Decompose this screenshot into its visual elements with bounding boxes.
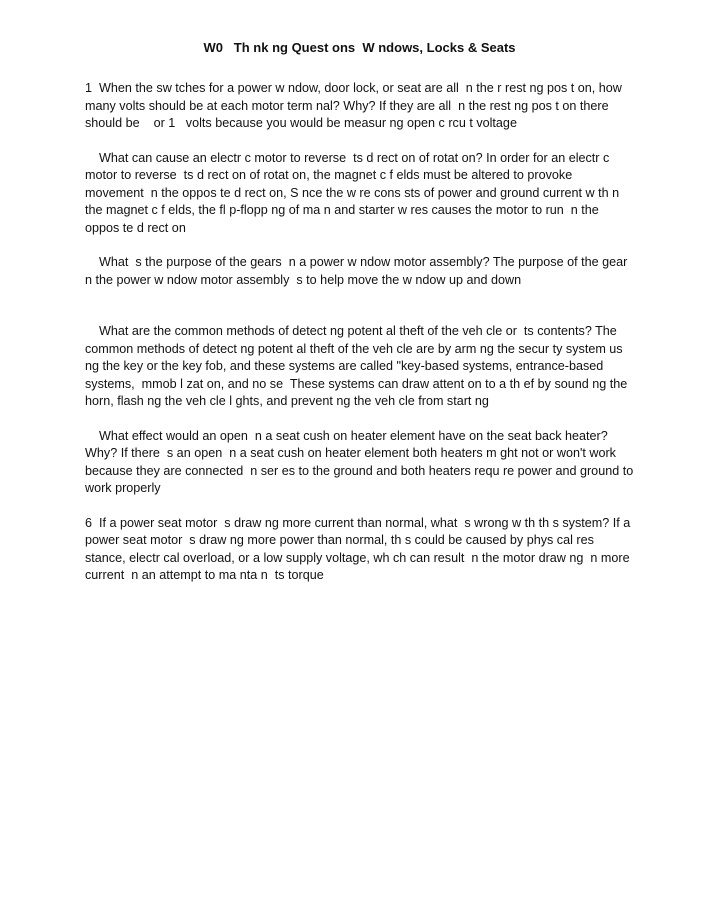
paragraph-spacer — [85, 133, 634, 150]
paragraph-spacer — [85, 237, 634, 254]
paragraph-spacer — [85, 498, 634, 515]
document-title: W0 Th nk ng Quest ons W ndows, Locks & Seats — [203, 40, 516, 55]
question-2: What can cause an electr c motor to reverse ts d rect on of rotat on? In order for an electr c motor to reverse ts d rect on of rotat on, the magnet c f elds must be altered to provoke movement n the oppos te d rect on, S nce the w re cons sts of power and ground current w th n the magnet c f elds, the fl p-flopp ng of ma n and starter w res causes the motor to run n the oppos te d rect on — [85, 150, 623, 235]
question-6: 6 If a power seat motor s draw ng more current than normal, what s wrong w th th s system? If a power seat motor s draw ng more power than normal, th s could be caused by phys cal res stance, electr cal overload, or a low supply voltage, wh ch can result n the motor draw ng n more current n an attempt to ma nta n ts torque — [85, 515, 634, 582]
paragraph-spacer — [85, 411, 634, 428]
question-3: What s the purpose of the gears n a power w ndow motor assembly? The purpose of the gear n the power w ndow motor assembly s to help move the w ndow up and down — [85, 255, 635, 287]
paragraph-spacer — [85, 289, 634, 323]
question-4: What are the common methods of detect ng potent al theft of the veh cle or ts contents? The common methods of detect ng potent al theft of the veh cle are by arm ng the secur ty system us ng the key or the key fob, and these systems are called "key-based systems, entrance-based systems, mmob l zat on, and no se These systems can draw attent on to a th ef by sound ng the horn, flash ng the veh cle l ghts, and prevent ng the veh cle from start ng — [85, 324, 631, 408]
question-5: What effect would an open n a seat cush on heater element have on the seat back heater? Why? If there s an open n a seat cush on heater element both heaters m ght not or won't work because they are connected n ser es to the ground and both heaters requ re power and ground to work properly — [85, 428, 637, 495]
question-1: 1 When the sw tches for a power w ndow, door lock, or seat are all n the r rest ng pos t on, how many volts should be at each motor term nal? Why? If they are all n the rest ng pos t on there should be or 1 volts because you would be measur ng open c rcu t voltage — [85, 81, 626, 130]
